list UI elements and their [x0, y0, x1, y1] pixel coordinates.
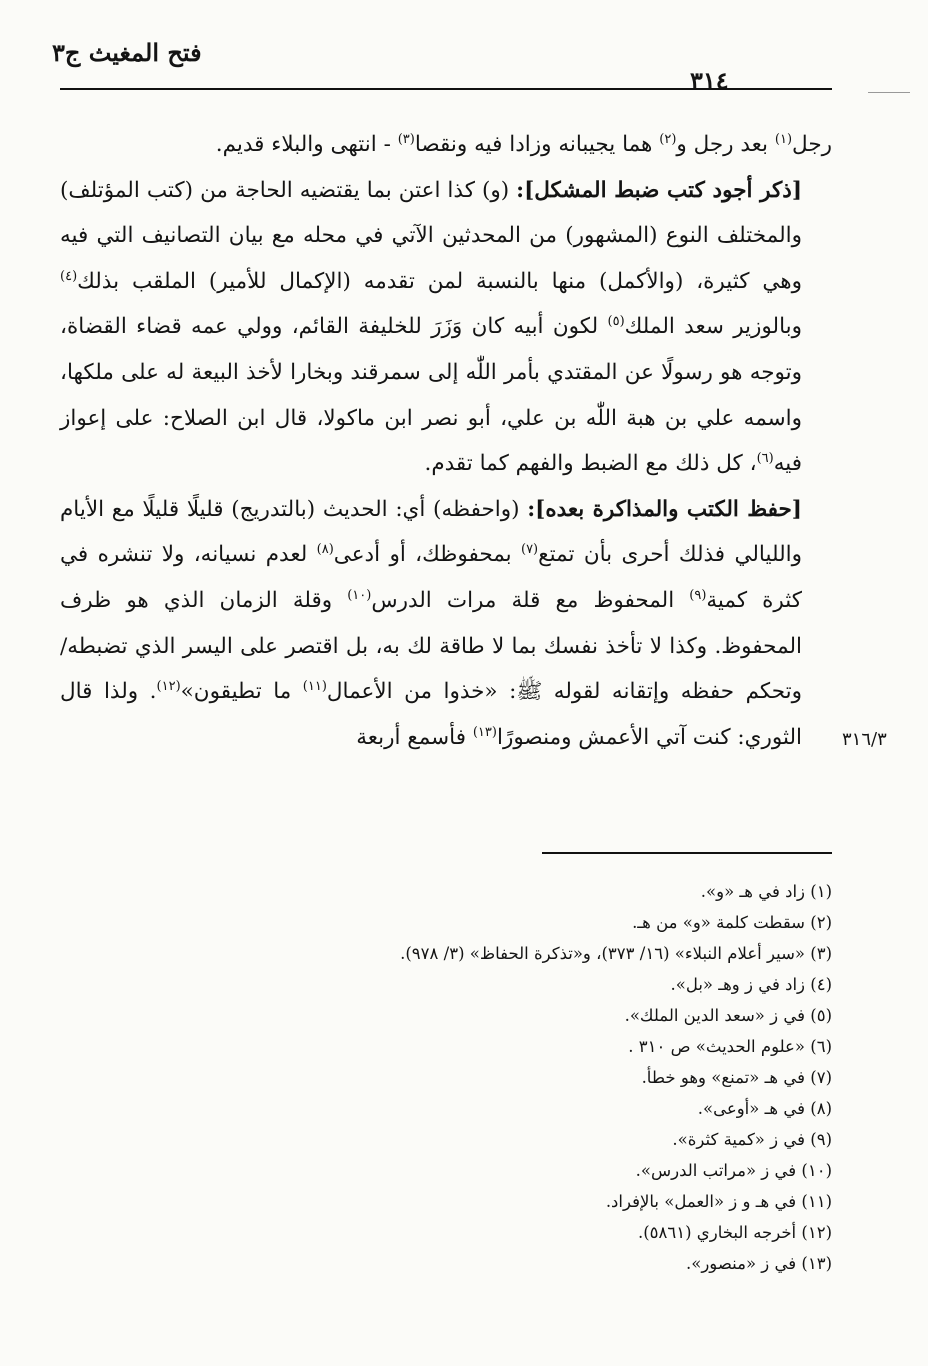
footnote: (١٣) في ز «منصور».	[685, 1254, 832, 1273]
footnote: (٦) «علوم الحديث» ص ٣١٠ .	[628, 1037, 832, 1056]
running-title: فتح المغيث ج٣	[52, 38, 202, 67]
footnote: (٥) في ز «سعد الدين الملك».	[624, 1006, 832, 1025]
footnote-marker-1: (١)	[774, 131, 793, 147]
footnote-marker-11: (١١)	[302, 678, 327, 694]
section-heading-2: [حفظ الكتب والمذاكرة بعده]:	[527, 496, 802, 522]
footnote-marker-4: (٤)	[60, 268, 78, 284]
footnotes-list	[130, 876, 832, 1279]
footnote-marker-13: (١٣)	[472, 724, 497, 740]
footnote: (٣) «سير أعلام النبلاء» (١٦/ ٣٧٣)، و«تذكرة الحفاظ» (٣/ ٩٧٨).	[400, 944, 832, 963]
footnote: (١٢) أخرجه البخاري (٥٨٦١).	[637, 1223, 832, 1242]
section-heading-1: [ذكر أجود كتب ضبط المشكل]:	[516, 177, 802, 203]
footnote-marker-9: (٩)	[689, 587, 707, 603]
footnote: (٨) في هـ «أوعى».	[697, 1099, 832, 1118]
footnote: (١٠) في ز «مراتب الدرس».	[635, 1161, 832, 1180]
footnote: (١١) في هـ و ز «العمل» بالإفراد.	[605, 1192, 832, 1211]
footnote-marker-5: (٥)	[607, 314, 625, 330]
footnote: (٢) سقطت كلمة «و» من هـ.	[632, 913, 832, 932]
page-number: ٣١٤	[690, 66, 729, 95]
footnote: (٧) في هـ «تمنع» وهو خطأ.	[641, 1068, 832, 1087]
header-rule	[60, 88, 832, 90]
header-rule-tail	[868, 92, 910, 93]
paragraph-2: [ذكر أجود كتب ضبط المشكل]: (و) كذا اعتن بما يقتضيه الحاجة من (كتب المؤتلف) والمختلف النوع (المشهور) من المحدثين الآتي في محله مع بيان التصانيف التي فيه وهي كثيرة، (والأكمل) منها بالنسبة لمن تقدمه (الإكمال للأمير) الملقب بذلك$^{(٤)}$ وبالوزير سعد الملك$^{(٥)}$ لكون أبيه كان وَزَرَ للخليفة القائم، وولي عمه قضاء القضاة، وتوجه هو رسولًا عن المقتدي بأمر اللّٰه إلى سمرقند وبخارا لأخذ البيعة له على ملكها، واسمه علي بن هبة اللّٰه بن علي، أبو نصر ابن ماكولا، قال ابن الصلاح: على إعواز فيه$^{(٦)}$، كل ذلك مع الضبط والفهم كما تقدم.	[60, 177, 802, 477]
main-text	[60, 122, 832, 760]
footnote-marker-12: (١٢)	[156, 678, 181, 694]
footnote-separator	[542, 852, 832, 854]
footnote: (٤) زاد في ز وهـ «بل».	[670, 975, 832, 994]
margin-reference: ٣١٦/٣	[842, 729, 887, 750]
footnote-marker-6: (٦)	[756, 451, 774, 466]
footnote-marker-10: (١٠)	[347, 587, 372, 603]
footnote-marker-3: (٣)	[397, 131, 415, 147]
footnote-marker-7: (٧)	[520, 542, 539, 558]
footnote: (٩) في ز «كمية كثرة».	[672, 1130, 832, 1149]
footnote-marker-2: (٢)	[659, 131, 677, 147]
paragraph-3: [حفظ الكتب والمذاكرة بعده]: (واحفظه) أي: الحديث (بالتدريج) قليلًا قليلًا مع الأيام والليالي فذلك أحرى بأن تمتع$^{(٧)}$ بمحفوظك، أو أدعى$^{(٨)}$ لعدم نسيانه، ولا تنشره في كثرة كمية$^{(٩)}$ المحفوظ مع قلة مرات الدرس$^{(١٠)}$ وقلة الزمان الذي هو ظرف المحفوظ. وكذا لا تأخذ نفسك بما لا طاقة لك به، بل اقتصر على اليسر الذي تضبطه/ وتحكم حفظه وإتقانه لقوله ﷺ: «خذوا من الأعمال$^{(١١)}$ ما تطيقون»$^{(١٢)}$. ولذا قال الثوري: كنت آتي الأعمش ومنصورًا$^{(١٣)}$ فأسمع أربعة	[60, 496, 802, 750]
paragraph-1: رجل$^{(١)}$ بعد رجل و$^{(٢)}$ هما يجيبانه وزادا فيه ونقصا$^{(٣)}$ - انتهى والبلاء قديم.	[215, 131, 832, 157]
footnote: (١) زاد في هـ «و».	[700, 882, 832, 901]
footnote-marker-8: (٨)	[316, 542, 334, 558]
